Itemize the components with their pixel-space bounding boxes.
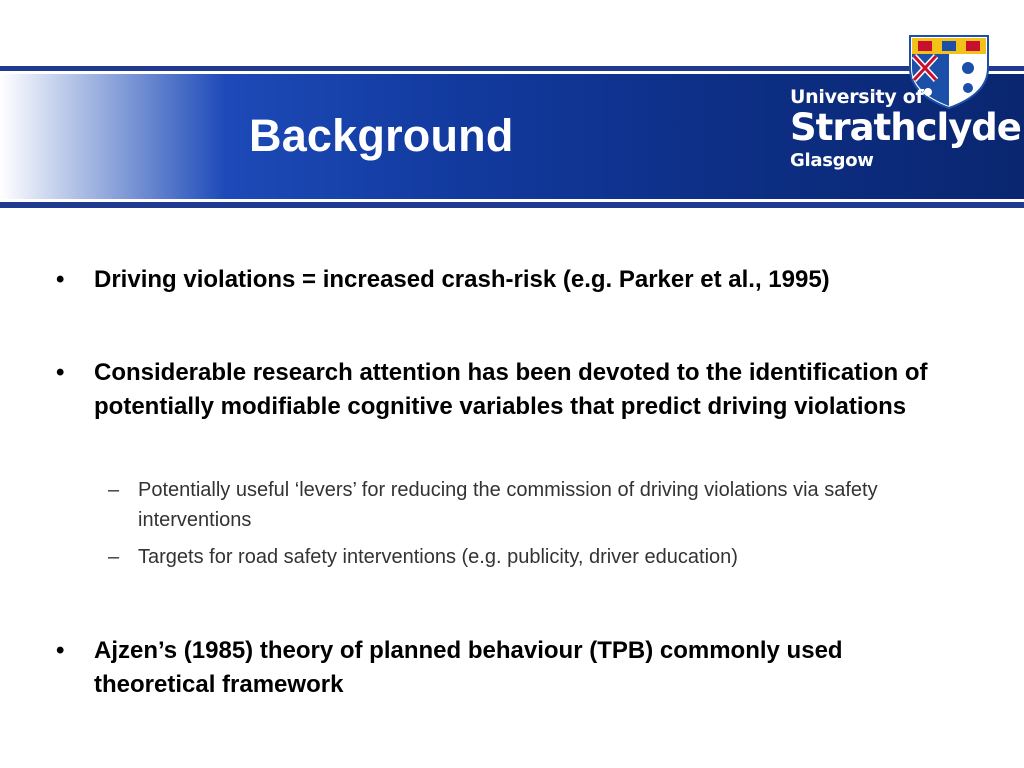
title-banner	[0, 0, 1024, 215]
slide-title: Background	[249, 110, 514, 161]
bullet-text: Considerable research attention has been devoted to the identification of potentially modifiable cognitive variables that predict driving violations	[94, 359, 928, 420]
sub-bullet-text: Targets for road safety interventions (e.g. publicity, driver education)	[138, 546, 738, 568]
sub-bullet-marker: –	[108, 546, 120, 568]
logo-line-glasgow: Glasgow	[790, 150, 874, 171]
bullet-text: Ajzen’s (1985) theory of planned behaviour (TPB) commonly used theoretical framework	[94, 637, 843, 698]
bullet-text: Driving violations = increased crash-risk (e.g. Parker et al., 1995)	[94, 266, 830, 293]
bullet-marker: •	[56, 637, 65, 664]
banner-top-rule	[0, 66, 1024, 71]
banner-bottom-rule	[0, 202, 1024, 208]
sub-bullet-marker: –	[108, 479, 120, 501]
bullet-marker: •	[56, 266, 65, 293]
sub-bullet-text: Potentially useful ‘levers’ for reducing the commission of driving violations via safety interventions	[138, 479, 878, 531]
logo-line-university-of: University of	[790, 86, 924, 108]
logo-line-strathclyde: Strathclyde	[790, 106, 1021, 149]
bullet-marker: •	[56, 359, 65, 386]
